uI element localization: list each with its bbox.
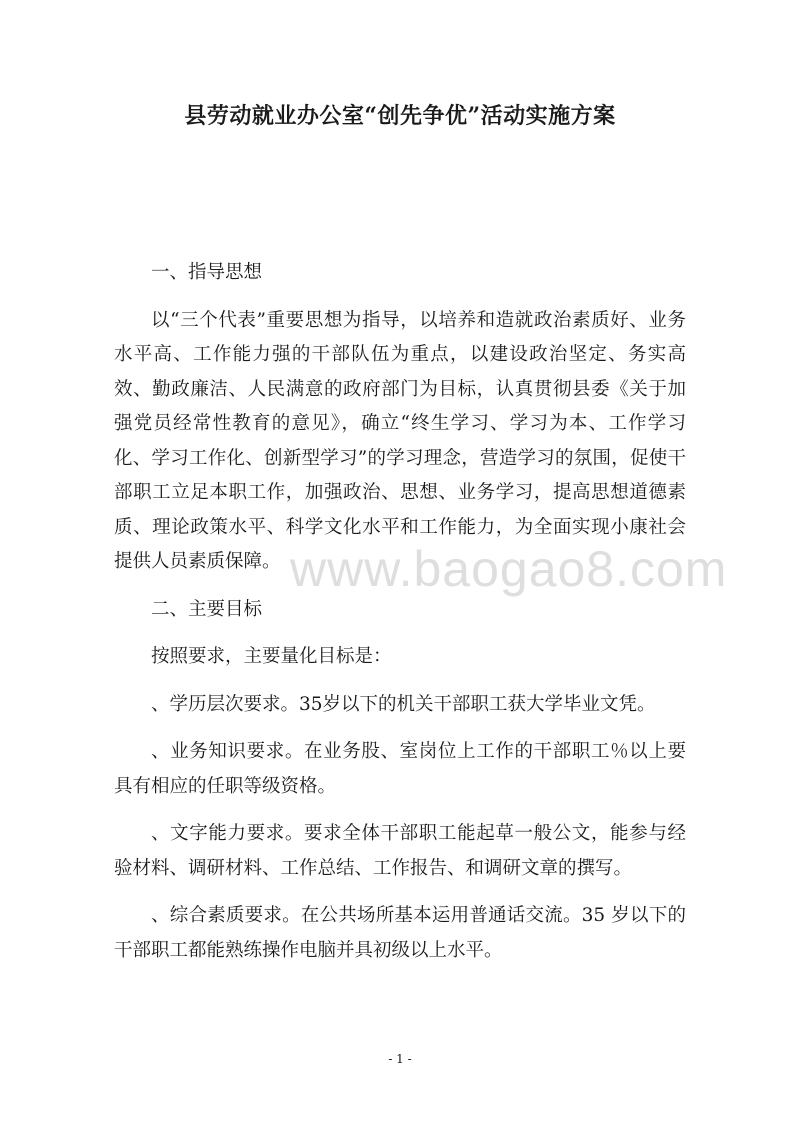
list-item-writing-ability: 、文字能力要求。要求全体干部职工能起草一般公文，能参与经验材料、调研材料、工作总结、工作报告、和调研文章的撰写。 <box>114 823 686 879</box>
list-item-education: 、学历层次要求。35岁以下的机关干部职工获大学毕业文凭。 <box>151 693 656 715</box>
paragraph-goals-intro: 按照要求，主要量化目标是： <box>151 646 392 667</box>
watermark: www.baogao8.com <box>290 541 728 597</box>
page-number: - 1 - <box>388 1052 412 1066</box>
paragraph-guiding-ideology: 以“三个代表”重要思想为指导，以培养和造就政治素质好、业务水平高、工作能力强的干部队伍为重点，以建设政治坚定、务实高效、勤政廉洁、人民满意的政府部门为目标，认真贯彻县委《关于加强党员经常性教育的意见》，确立“终生学习、学习为本、工作学习化、学习工作化、创新型学习”的学习理念，营造学习的氛围，促使干部职工立足本职工作，加强政治、思想、业务学习，提高思想道德素质、理论政策水平、科学文化水平和工作能力，为全面实现小康社会提供人员素质保障。 <box>114 309 686 572</box>
section-heading-guiding-ideology: 一、指导思想 <box>151 262 263 283</box>
document-title: 县劳动就业办公室“创先争优”活动实施方案 <box>184 103 616 129</box>
section-heading-main-goals: 二、主要目标 <box>151 598 263 620</box>
document-body <box>114 256 686 968</box>
list-item-business-knowledge: 、业务知识要求。在业务股、室岗位上工作的干部职工％以上要具有相应的任职等级资格。 <box>114 741 686 797</box>
list-item-overall-quality: 、综合素质要求。在公共场所基本运用普通话交流。35 岁以下的干部职工都能熟练操作电脑并具初级以上水平。 <box>114 905 686 961</box>
